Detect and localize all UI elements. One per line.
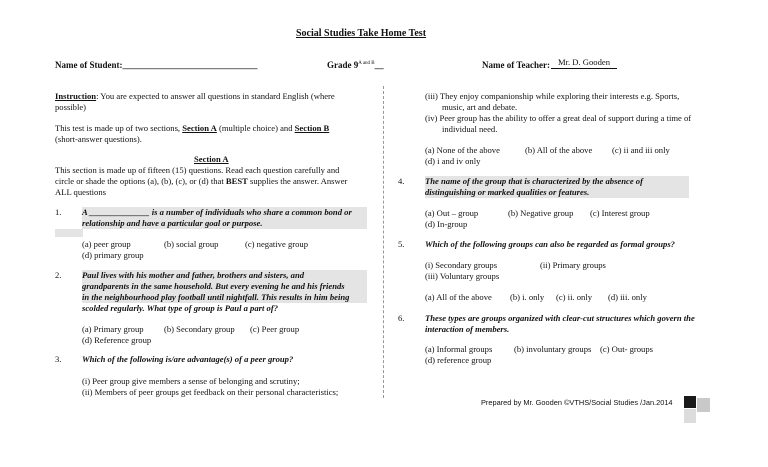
q1-stem-1: A ______________ is a number of individuals who share a common bond or xyxy=(82,207,367,218)
q4-number: 4. xyxy=(398,176,405,186)
q5-option-d[interactable]: (d) iii. only xyxy=(608,292,647,302)
q5-item-iii: (iii) Voluntary groups xyxy=(425,271,500,281)
q3-option-c[interactable]: (c) ii and iii only xyxy=(612,145,670,155)
sections-text-2: (short-answer questions). xyxy=(55,134,142,144)
q5-item-ii: (ii) Primary groups xyxy=(540,260,606,270)
q1-option-d[interactable]: (d) primary group xyxy=(82,250,144,260)
q3-option-d[interactable]: (d) i and iv only xyxy=(425,156,481,166)
q3-item-i: (i) Peer group give members a sense of belonging and scrutiny; xyxy=(82,376,300,386)
q3-item-iii-cont: music, art and debate. xyxy=(442,102,518,112)
q1-stem-2: relationship and have a particular goal or purpose. xyxy=(82,218,367,229)
q6-option-a[interactable]: (a) Informal groups xyxy=(425,344,493,354)
q5-item-i: (i) Secondary groups xyxy=(425,260,498,270)
instruction-text-2: possible) xyxy=(55,102,87,112)
q2-option-d[interactable]: (d) Reference group xyxy=(82,335,152,345)
student-label: Name of Student: xyxy=(55,60,123,70)
q2-stem-1: Paul lives with his mother and father, brothers and sisters, and xyxy=(82,270,367,281)
q1-option-b[interactable]: (b) social group xyxy=(164,239,219,249)
q6-number: 6. xyxy=(398,313,405,323)
q3-item-iv: (iv) Peer group has the ability to offer a great deal of support during a time of xyxy=(425,113,692,123)
q4-option-c[interactable]: (c) Interest group xyxy=(590,208,650,218)
test-title: Social Studies Take Home Test xyxy=(296,28,427,39)
student-blank: ______________________________ xyxy=(122,60,258,70)
q1-option-c[interactable]: (c) negative group xyxy=(245,239,308,249)
q5-stem: Which of the following groups can also be regarded as formal groups? xyxy=(425,239,675,249)
teacher-name: Mr. D. Gooden xyxy=(551,57,617,69)
q6-stem-2: interaction of members. xyxy=(425,324,510,334)
q2-option-a[interactable]: (a) Primary group xyxy=(82,324,144,334)
q2-stem-4: scolded regularly. What type of group is Paul a part of? xyxy=(82,303,278,313)
student-name-field xyxy=(55,60,258,70)
sections-text: This test is made up of two sections, xyxy=(55,123,183,133)
instruction-text: : You are expected to answer all questions in standard English (where xyxy=(96,91,335,101)
q2-option-c[interactable]: (c) Peer group xyxy=(250,324,300,334)
sections-mid: (multiple choice) and xyxy=(216,123,295,133)
q6-option-c[interactable]: (c) Out- groups xyxy=(600,344,653,354)
q5-option-b[interactable]: (b) i. only xyxy=(510,292,545,302)
grade-label: Grade 9 xyxy=(327,60,359,70)
q2-number: 2. xyxy=(55,270,62,280)
q5-option-c[interactable]: (c) ii. only xyxy=(556,292,593,302)
q3-number: 3. xyxy=(55,354,62,364)
q6-option-b[interactable]: (b) involuntary groups xyxy=(514,344,592,354)
grade-blank: __ xyxy=(374,60,384,70)
section-a-ref: Section A xyxy=(182,123,217,133)
q3-item-iii: (iii) They enjoy companionship while exploring their interests e.g. Sports, xyxy=(425,91,680,101)
corner-block-gray xyxy=(697,398,710,412)
section-a-desc-3: ALL questions xyxy=(55,187,106,197)
section-b-ref: Section B xyxy=(294,123,330,133)
q4-stem-1: The name of the group that is characterized by the absence of xyxy=(425,176,689,187)
q1-option-a[interactable]: (a) peer group xyxy=(82,239,131,249)
q2-option-b[interactable]: (b) Secondary group xyxy=(164,324,235,334)
column-divider xyxy=(383,86,384,398)
section-a-desc-1: This section is made up of fifteen (15) questions. Read each question carefully and xyxy=(55,165,340,175)
q1-shade xyxy=(55,229,83,237)
q3-stem: Which of the following is/are advantage(s) of a peer group? xyxy=(82,354,294,364)
q4-stem-2: distinguishing or marked qualities or features. xyxy=(425,187,689,198)
grade-classes: A and B xyxy=(358,61,375,66)
q4-option-a[interactable]: (a) Out – group xyxy=(425,208,479,218)
instruction-line xyxy=(55,91,335,102)
q6-stem-1: These types are groups organized with clear-cut structures which govern the xyxy=(425,313,695,323)
teacher-label: Name of Teacher: xyxy=(482,60,550,70)
best-emphasis: BEST xyxy=(225,176,248,186)
q4-option-d[interactable]: (d) In-group xyxy=(425,219,468,229)
corner-block-light xyxy=(684,409,696,423)
q4-option-b[interactable]: (b) Negative group xyxy=(508,208,574,218)
q3-item-iv-cont: individual need. xyxy=(442,124,498,134)
grade-field xyxy=(327,60,384,70)
footer-credit: Prepared by Mr. Gooden ©VTHS/Social Studies /Jan.2014 xyxy=(481,398,673,407)
sections-line xyxy=(55,123,329,134)
q1-number: 1. xyxy=(55,207,62,217)
q3-option-a[interactable]: (a) None of the above xyxy=(425,145,500,155)
desc-text: circle or shade the options (a), (b), (c), or (d) that xyxy=(55,176,226,186)
q5-number: 5. xyxy=(398,239,405,249)
q3-item-ii: (ii) Members of peer groups get feedback on their personal characteristics; xyxy=(82,387,339,397)
desc-text-end: supplies the answer. Answer xyxy=(247,176,348,186)
section-a-heading: Section A xyxy=(194,154,229,164)
q6-option-d[interactable]: (d) reference group xyxy=(425,355,492,365)
q3-option-b[interactable]: (b) All of the above xyxy=(525,145,593,155)
corner-block-dark xyxy=(684,396,696,408)
q5-option-a[interactable]: (a) All of the above xyxy=(425,292,492,302)
q2-stem-3: in the neighbourhood play football until nightfall. This results in him being xyxy=(82,292,367,303)
q2-stem-2: grandparents in the same household. But every evening he and his friends xyxy=(82,281,367,292)
section-a-desc-2 xyxy=(55,176,347,187)
instruction-label: Instruction xyxy=(55,91,97,101)
